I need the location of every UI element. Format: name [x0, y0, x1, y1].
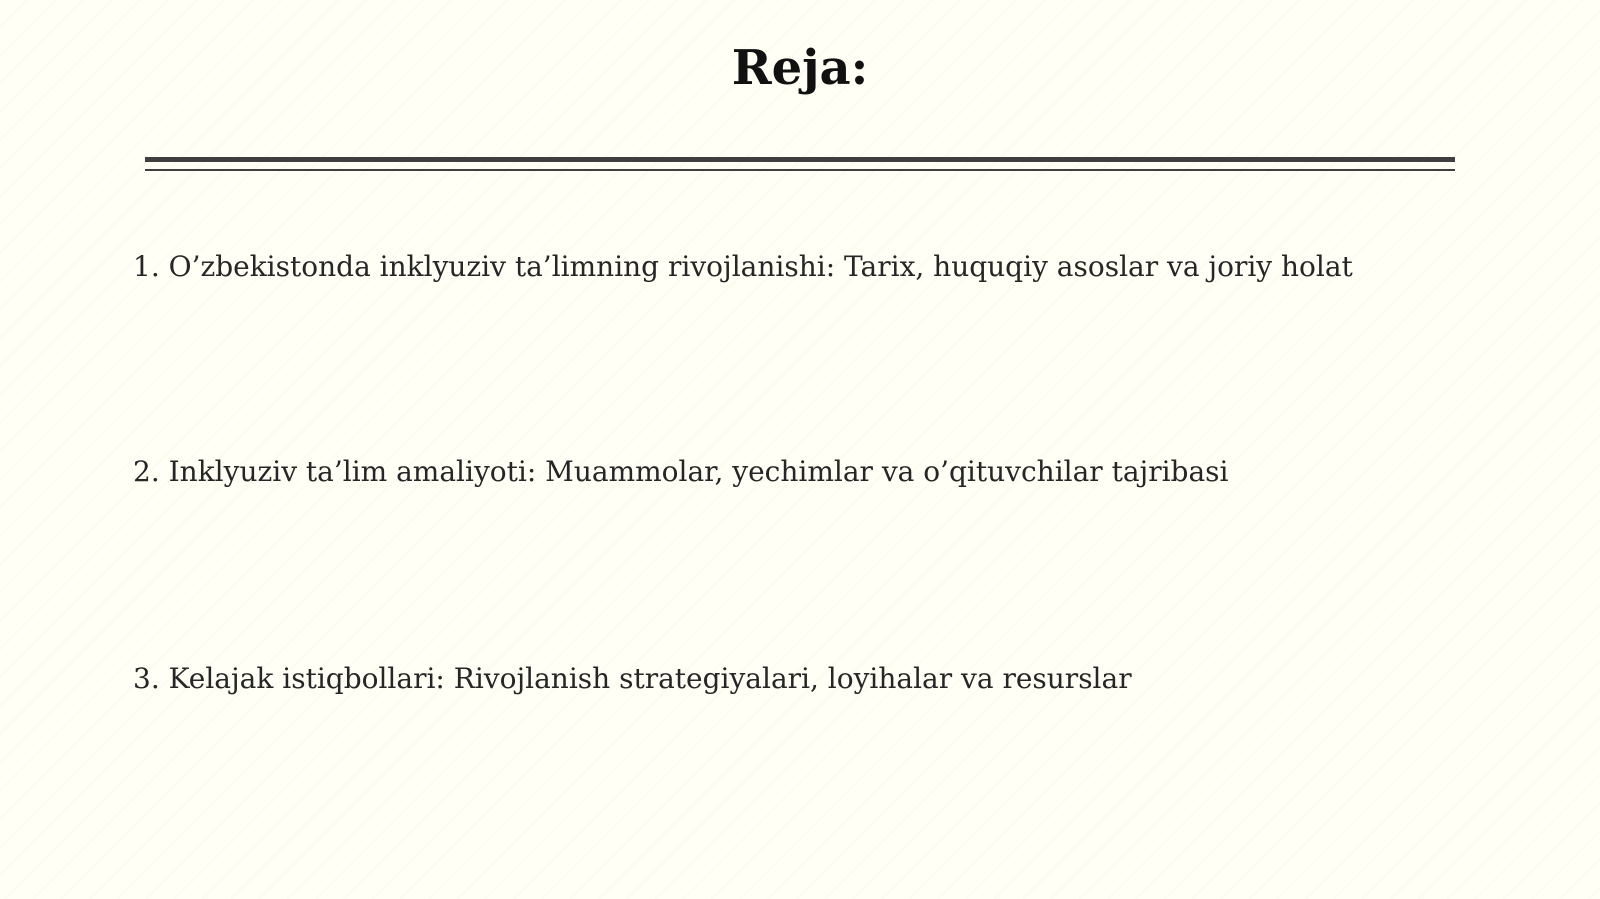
plan-item-1: 1. O’zbekistonda inklyuziv ta’limning rivojlanishi: Tarix, huquqiy asoslar va joriy holat [133, 250, 1353, 283]
title-divider-thick [145, 157, 1455, 162]
title-divider-thin [145, 169, 1455, 171]
slide-title: Reja: [731, 40, 869, 96]
plan-item-2: 2. Inklyuziv ta’lim amaliyoti: Muammolar, yechimlar va o’qituvchilar tajribasi [133, 455, 1229, 488]
plan-item-3: 3. Kelajak istiqbollari: Rivojlanish strategiyalari, loyihalar va resurslar [133, 662, 1132, 695]
